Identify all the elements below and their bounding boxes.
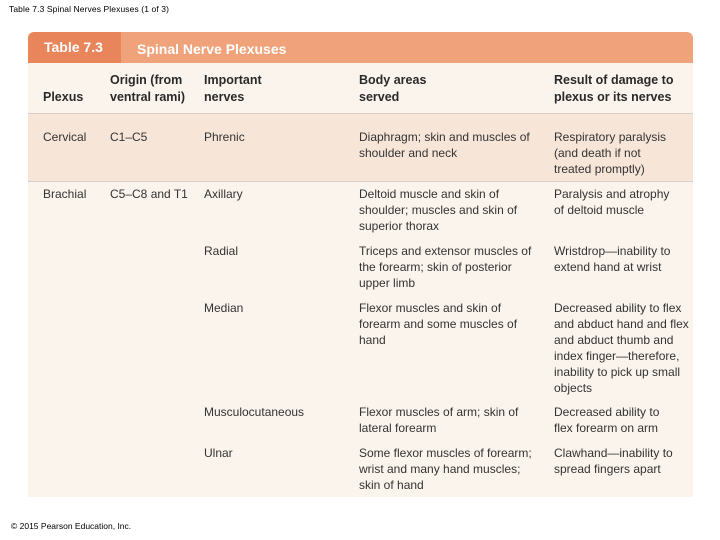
cell-areas-radial: Triceps and extensor muscles of the forearm; skin of posterior upper limb xyxy=(359,244,532,290)
cell-plexus-brachial: Brachial xyxy=(43,187,87,201)
table-title: Spinal Nerve Plexuses xyxy=(137,41,287,57)
spinal-nerve-plexuses-table xyxy=(28,32,693,497)
header-important-nerves: Important nerves xyxy=(204,73,262,104)
cell-damage-median: Decreased ability to flex and abduct hand and flex and abduct thumb and index finger—therefore, inability to pick up small objects xyxy=(554,301,689,395)
row-divider xyxy=(28,181,693,182)
cell-plexus-cervical: Cervical xyxy=(43,130,87,144)
cell-damage-axillary: Paralysis and atrophy of deltoid muscle xyxy=(554,187,670,217)
cell-origin-brachial: C5–C8 and T1 xyxy=(110,187,188,201)
cell-nerve-ulnar: Ulnar xyxy=(204,446,233,460)
header-divider xyxy=(28,113,693,114)
cell-areas-median: Flexor muscles and skin of forearm and some muscles of hand xyxy=(359,301,518,347)
cell-damage-phrenic: Respiratory paralysis (and death if not treated promptly) xyxy=(554,130,667,176)
cell-nerve-axillary: Axillary xyxy=(204,187,243,201)
header-damage-result: Result of damage to plexus or its nerves xyxy=(554,73,674,104)
cell-areas-axillary: Deltoid muscle and skin of shoulder; muscles and skin of superior thorax xyxy=(359,187,518,233)
header-body-areas: Body areas served xyxy=(359,73,427,104)
cell-areas-musculocutaneous: Flexor muscles of arm; skin of lateral forearm xyxy=(359,405,519,435)
cell-nerve-radial: Radial xyxy=(204,244,239,258)
cell-damage-musculocutaneous: Decreased ability to flex forearm on arm xyxy=(554,405,660,435)
cell-nerve-phrenic: Phrenic xyxy=(204,130,245,144)
cell-areas-ulnar: Some flexor muscles of forearm; wrist and many hand muscles; skin of hand xyxy=(359,446,532,492)
header-origin: Origin (from ventral rami) xyxy=(110,73,186,104)
cell-damage-radial: Wristdrop—inability to extend hand at wrist xyxy=(554,244,671,274)
header-plexus: Plexus xyxy=(43,90,84,104)
cell-origin-cervical: C1–C5 xyxy=(110,130,148,144)
cell-damage-ulnar: Clawhand—inability to spread fingers apart xyxy=(554,446,673,476)
cell-areas-phrenic: Diaphragm; skin and muscles of shoulder and neck xyxy=(359,130,530,160)
table-banner xyxy=(28,32,693,63)
cell-nerve-median: Median xyxy=(204,301,244,315)
copyright-footer: © 2015 Pearson Education, Inc. xyxy=(11,521,132,531)
cell-nerve-musculocutaneous: Musculocutaneous xyxy=(204,405,305,419)
slide-title: Table 7.3 Spinal Nerves Plexuses (1 of 3) xyxy=(9,4,170,14)
table-number: Table 7.3 xyxy=(44,39,103,55)
